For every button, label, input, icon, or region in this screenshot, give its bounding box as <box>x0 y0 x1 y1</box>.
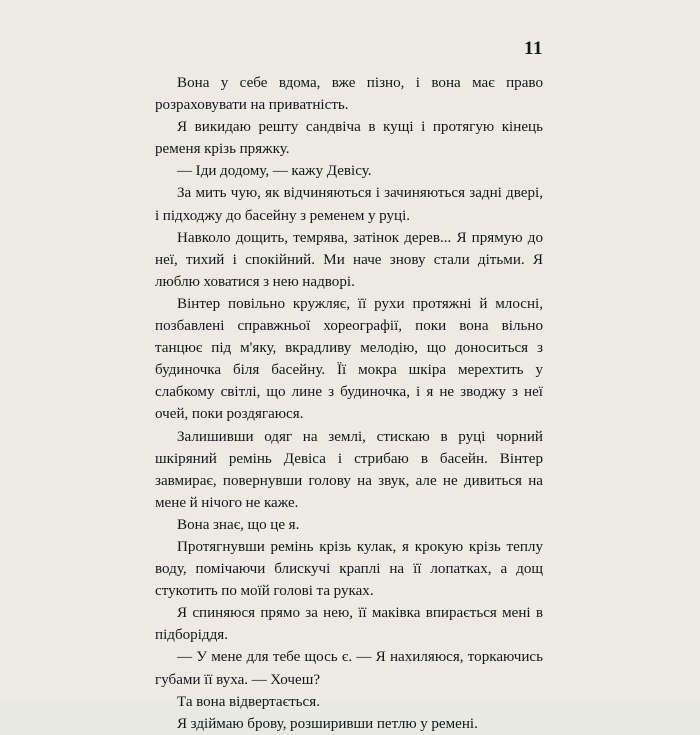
paragraph: Залишивши одяг на землі, стискаю в руці чорний шкіряний ремінь Девіса і стрибаю в басейн. Вінтер завмирає, повернувши голову на звук, але не дивиться на мене й нічого не каже. <box>155 428 543 511</box>
paragraph: Та вона відвертається. <box>177 693 320 710</box>
page-number: 11 <box>524 38 543 59</box>
paragraph: Протягнувши ремінь крізь кулак, я крокую крізь теплу воду, помічаючи блискучі краплі на її лопатках, а дощ стукотить по моїй голові та руках. <box>155 538 543 600</box>
paragraph: Вона у себе вдома, вже пізно, і вона має право розраховувати на приватність. <box>155 75 543 114</box>
body-text <box>155 72 543 735</box>
paragraph: Вона знає, що це я. <box>177 516 300 533</box>
page-content-area <box>155 38 543 732</box>
paragraph: Вінтер повільно кружляє, її рухи протяжні й млосні, позбавлені справжньої хореографії, поки вона вільно танцює під м'яку, вкрадливу мелодію, що доноситься з будиночка біля басейну. Її мокра шкіра мерехтить у слабкому світлі, що лине з будиночка, і я не зводжу з неї очей, поки роздягаюся. <box>155 295 543 423</box>
paragraph: Я спиняюся прямо за нею, її маківка впирається мені в підборіддя. <box>155 605 543 644</box>
paragraph: Я викидаю решту сандвіча в кущі і протягую кінець ременя крізь пряжку. <box>155 119 543 158</box>
paragraph: Я здіймаю брову, розширивши петлю у ремені. <box>177 715 478 732</box>
paragraph: — Іди додому, — кажу Девісу. <box>177 163 372 180</box>
paragraph: За мить чую, як відчиняються і зачиняються задні двері, і підходжу до басейну з ременем у руці. <box>155 185 543 224</box>
paragraph: Навколо дощить, темрява, затінок дерев... Я прямую до неї, тихий і спокійний. Ми наче знову стали дітьми. Я люблю ховатися з нею надворі. <box>155 229 543 290</box>
paragraph: — У мене для тебе щось є. — Я нахиляюся, торкаючись губами її вуха. — Хочеш? <box>155 649 543 688</box>
